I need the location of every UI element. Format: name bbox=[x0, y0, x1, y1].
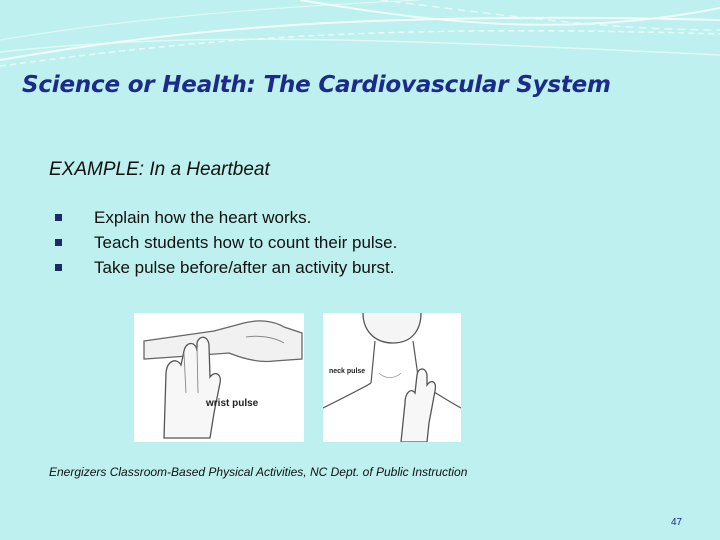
example-heading: EXAMPLE: In a Heartbeat bbox=[49, 159, 270, 180]
bullet-marker bbox=[55, 264, 62, 271]
slide-title: Science or Health: The Cardiovascular System bbox=[22, 72, 611, 98]
neck-pulse-caption: neck pulse bbox=[329, 368, 366, 375]
wrist-hand-drawing bbox=[134, 313, 304, 442]
page-number: 47 bbox=[671, 517, 683, 528]
bullet-marker bbox=[55, 239, 62, 246]
bullet-text: Teach students how to count their pulse. bbox=[94, 233, 398, 252]
wrist-pulse-illustration bbox=[134, 313, 304, 442]
bullet-text: Explain how the heart works. bbox=[94, 208, 312, 227]
bullet-item bbox=[52, 205, 397, 230]
neck-hand-drawing bbox=[323, 313, 461, 442]
neck-pulse-illustration bbox=[323, 313, 461, 442]
bullet-item bbox=[52, 255, 397, 280]
bullet-text: Take pulse before/after an activity burst. bbox=[94, 258, 395, 277]
bullet-marker bbox=[55, 214, 62, 221]
source-citation: Energizers Classroom-Based Physical Activities, NC Dept. of Public Instruction bbox=[49, 465, 468, 479]
bullet-list bbox=[52, 205, 397, 280]
wrist-pulse-caption: wrist pulse bbox=[206, 398, 259, 409]
bullet-item bbox=[52, 230, 397, 255]
